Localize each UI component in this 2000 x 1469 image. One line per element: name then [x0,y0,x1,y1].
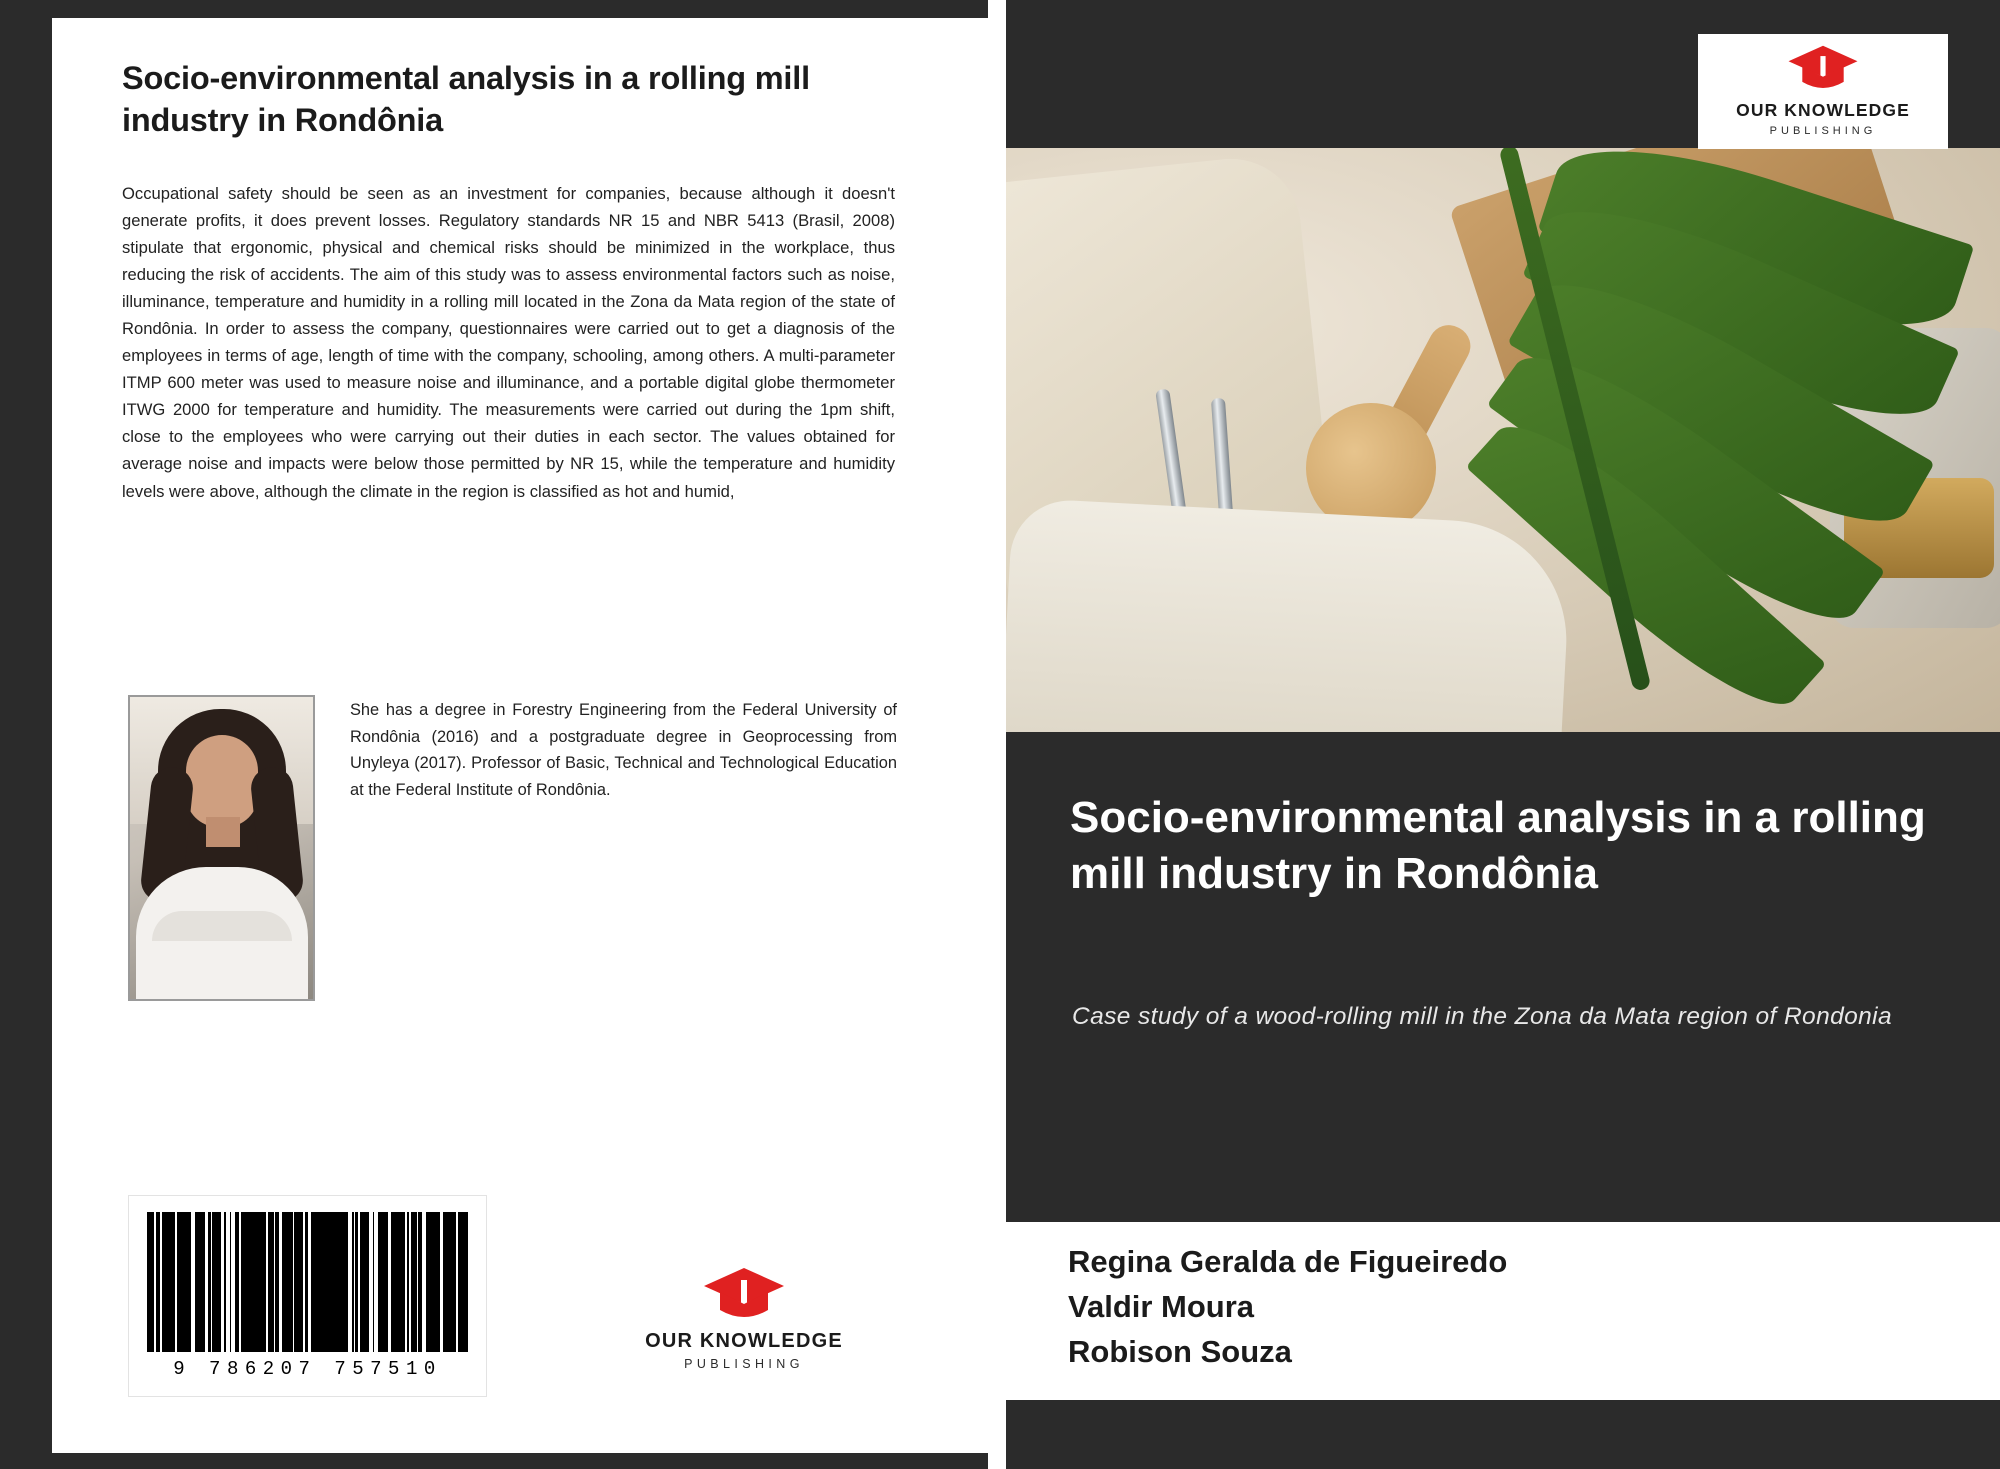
author-photo [128,695,315,1001]
author-bio: She has a degree in Forestry Engineering from the Federal University of Rondônia (2016) and a postgraduate degree in Geoprocessing from Unyleya (2017). Professor of Basic, Technical and Technological Education at the Federal Institute of Rondônia. [350,701,897,799]
barcode [128,1195,487,1397]
graduation-cap-icon [1698,44,1948,94]
author-name: Regina Geralda de Figueiredo [1068,1244,1508,1279]
barcode-icon [147,1212,468,1352]
back-cover-left-border [0,0,52,1469]
back-cover-bottom-border [0,1453,988,1469]
publisher-name: OUR KNOWLEDGE [1736,100,1910,120]
cover-photo [1006,148,2000,732]
author-name: Robison Souza [1068,1333,1292,1369]
photo-neck [206,817,240,847]
photo-cloth-foreground [1006,498,1572,732]
front-cover-title: Socio-environmental analysis in a rolling mill industry in Rondônia [1070,793,1926,898]
barcode-bar [465,1212,468,1352]
publisher-logo-back [632,1266,856,1371]
graduation-cap-icon [632,1266,856,1324]
publisher-logo-front [1698,34,1948,149]
book-spine [988,0,1006,1469]
author-names [1068,1240,1928,1375]
back-cover-blurb: Occupational safety should be seen as an investment for companies, because although it doesn't generate profits, it does prevent losses. Regulatory standards NR 15 and NBR 5413 (Brasil, 2008) stipulate that ergonomic, physical and chemical risks should be minimized in the workplace, thus reducing the risk of accidents. The aim of this study was to assess environmental factors such as noise, illuminance, temperature and humidity in a rolling mill located in the Zona da Mata region of the state of Rondônia. In order to assess the company, questionnaires were carried out to get a diagnosis of the employees in terms of age, length of time with the company, schooling, among others. A multi-parameter ITMP 600 meter was used to measure noise and illuminance, and a portable digital globe thermometer ITWG 2000 for temperature and humidity. The measurements were carried out during the 1pm shift, close to the employees who were carrying out their duties in each sector. The values obtained for average noise and impacts were below those permitted by NR 15, while the temperature and humidity levels were above, although the climate in the region is classified as hot and humid, [122,184,895,501]
back-cover [0,0,988,1469]
front-cover [1006,0,2000,1469]
photo-face [186,735,258,827]
photo-shirt-frill [152,911,292,941]
author-name: Valdir Moura [1068,1288,1255,1324]
barcode-digits: 9 786207 757510 [173,1358,442,1380]
publisher-subtitle: PUBLISHING [684,1357,804,1371]
back-cover-top-border [0,0,988,18]
front-cover-bottom-border [1006,1400,2000,1469]
front-cover-subtitle: Case study of a wood-rolling mill in the Zona da Mata region of Rondonia [1072,1003,1893,1030]
back-cover-title: Socio-environmental analysis in a rolling mill industry in Rondônia [122,60,810,138]
publisher-name: OUR KNOWLEDGE [645,1330,843,1352]
publisher-subtitle: PUBLISHING [1769,125,1877,137]
